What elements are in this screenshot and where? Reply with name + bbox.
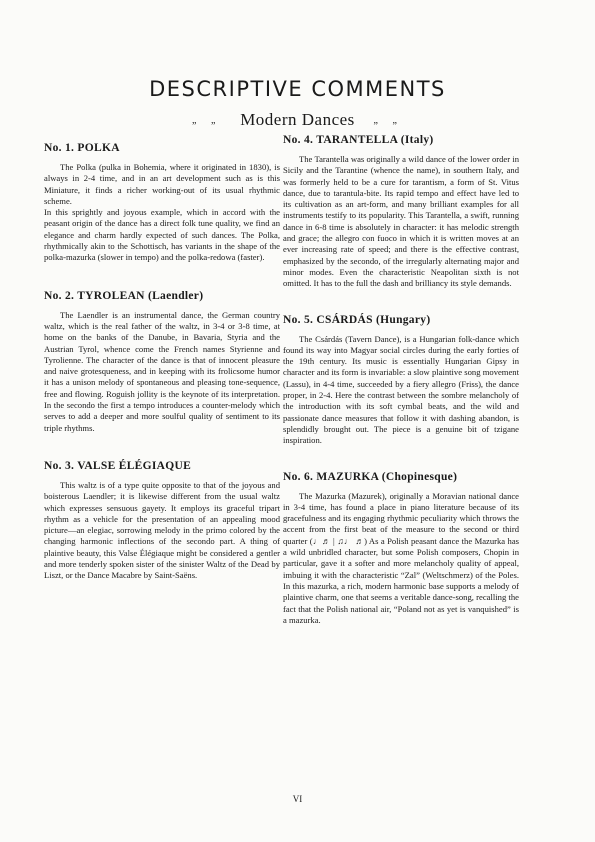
section-csardas — [283, 314, 519, 447]
page-title: DESCRIPTIVE COMMENTS — [149, 77, 446, 101]
section-paragraph: This waltz is of a type quite opposite to that of the joyous and boisterous Laendler; it is likewise different from the usual waltz which expresses sensuous gayety. It employs its graceful tripart rhythm as a vehicle for the presentation of an appealing mood picture—an elegiac, sorrowing melody in the primo colored by the changing harmonic inflections of the secondo part. A thing of plaintive beauty, this Valse Élégiaque might be considered a gentler and more tenderly spoken sister of the sinister Waltz of the Dead by Liszt, or the Dance Macabre by Saint-Saëns. — [44, 479, 280, 581]
section-paragraph: The Csárdás (Tavern Dance), is a Hungarian folk-dance which found its way into Magyar social circles during the early forties of the 19th century. Its music is essentially Hungarian Gipsy in character and its form is invariable: a slow plaintive song movement (Lassu), in 4-4 time, succeeded by a fiery allegro (Friss), the dance proper, in 2-4. Here the contrast between the sombre melancholy of the introduction with its soft cymbal beats, and the wild and passionate dance measures that follow it with dashing abandon, is splendidly brought out. The piece is a genuine bit of tzigane inspiration. — [283, 333, 519, 446]
page-number: VI — [292, 794, 303, 804]
section-heading: No. 1. POLKA — [44, 142, 120, 154]
section-valse — [44, 460, 280, 582]
section-paragraph: The Tarantella was originally a wild dance of the lower order in Sicily and the Tarantine (whence the name), in southern Italy, and was formerly held to be a cure for tarantism, a form of St. Vitus dance, due to tarantula-bite. Its rapid tempo and effect have led to its cultivation as an art-form, and many brilliant examples for all instruments testify to its popularity. This Tarantella, a swift, running dance in 6-8 time is absolutely in character: it has melodic strength and grace; the allegro con fuoco in which it is written moves at an ever increasing rate of speed; and there is the effective contrast, emphasized by the secondo, of the irregularly alternating major and minor modes. Even the characteristic Neapolitan sixth is not omitted. It has to the full the dash and brilliancy its style demands. — [283, 154, 519, 289]
section-tyrolean — [44, 290, 280, 434]
ornament-left: „ „ — [192, 115, 222, 126]
subtitle-text: Modern Dances — [240, 110, 355, 129]
section-polka — [44, 142, 280, 264]
section-heading: No. 3. VALSE ÉLÉGIAQUE — [44, 459, 192, 472]
section-paragraph: The Mazurka (Mazurek), originally a Moravian national dance in 3-4 time, has found a place in piano literature because of its gracefulness and its engaging rhythmic peculiarity which throws the accent from the first beat of the measure to the second or third quarter (♩♬ | ♫♩ ♬) As a Polish peasant dance the Mazurka has a wild unbridled character, but some Polish composers, Chopin in particular, gave it a softer and more melancholy quality of appeal, imbuing it with the characteristic “Zal” (Weltschmerz) of the Poles. In this mazurka, a rich, modern harmonic base supports a melody of plaintive charm, one that seems a veritable dance-song, recalling the fact that the Polish national air, “Poland not as yet is vanquished” is a mazurka. — [283, 490, 519, 625]
page-subtitle — [0, 110, 595, 130]
section-paragraph: The Polka (pulka in Bohemia, where it originated in 1830), is always in 2-4 time, and in an art development such as is this Miniature, it finds a richer working-out of its usual rhythmic scheme. — [44, 162, 280, 206]
section-heading: No. 6. MAZURKA (Chopinesque) — [283, 470, 458, 483]
ornament-right: „ „ — [373, 115, 403, 126]
section-paragraph: The Laendler is an instrumental dance, the German country waltz, which is the real father of the waltz, in 3-4 or 3-8 time, at home on the banks of the Danube, in Bavaria, Styria and the Austrian Tyrol, whence come the French names Styrienne and Tyrolienne. The character of the dance is that of innocent pleasure and naive grotesqueness, and in keeping with its frolicsome humor it has a unison melody of spontaneous and pleasing tone-sequence, free and flowing. Roguish jollity is the keynote of its interpretation. In the secondo the first a tempo introduces a counter-melody which serves to add a deeper and more soulful quality of sentiment to its triple rhythms. — [44, 309, 280, 433]
right-column — [283, 134, 519, 626]
section-heading: No. 4. TARANTELLA (Italy) — [283, 134, 434, 146]
left-column — [44, 142, 280, 582]
section-heading: No. 5. CSÁRDÁS (Hungary) — [283, 313, 431, 326]
section-heading: No. 2. TYROLEAN (Laendler) — [44, 289, 204, 302]
section-tarantella — [283, 134, 519, 290]
section-mazurka — [283, 471, 519, 627]
section-paragraph: In this sprightly and joyous example, which in accord with the peasant origin of the dance has a direct folk tune quality, we find an elegance and charm hardly expected of such dances. The Polka, rhythmically akin to the Schottisch, has variants in the shape of the polka-mazurka (slower in tempo) and the polka-redowa (faster). — [44, 207, 280, 263]
